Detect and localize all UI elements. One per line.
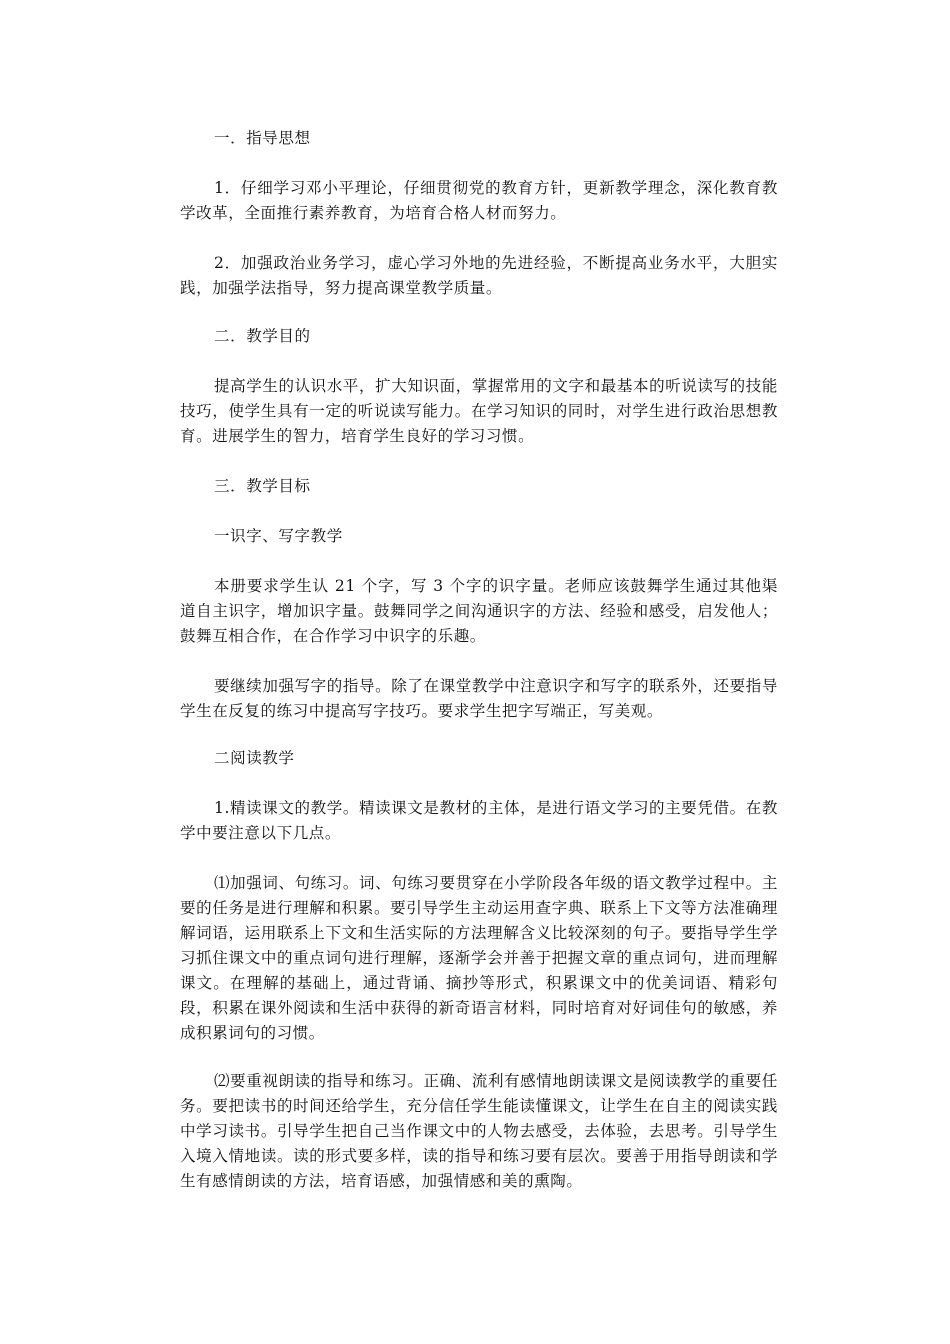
subheading-literacy-writing: 一识字、写字教学 — [214, 527, 343, 545]
paragraph-3: 提高学生的认识水平，扩大知识面，掌握常用的文字和最基本的听说读写的技能技巧，使学生具有一定的听说读写能力。在学习知识的同时，对学生进行政治思想教育。进展学生的智力，培育学生良好的学习习惯。 — [180, 377, 778, 445]
section-heading-teaching-goals: 三．教学目标 — [214, 477, 311, 495]
paragraph-7: ⑴加强词、句练习。词、句练习要贯穿在小学阶段各年级的语文教学过程中。主要的任务是进行理解和积累。要引导学生主动运用查字典、联系上下文等方法准确理解词语，运用联系上下文和生活实际的方法理解含义比较深刻的句子。要指导学生学习抓住课文中的重点词句进行理解，逐渐学会并善于把握文章的重点词句，进而理解课文。在理解的基础上，通过背诵、摘抄等形式，积累课文中的优美词语、精彩句段，积累在课外阅读和生活中获得的新奇语言材料，同时培育对好词佳句的敏感，养成积累词句的习惯。 — [180, 874, 778, 1042]
paragraph-1: 1．仔细学习邓小平理论，仔细贯彻党的教育方针，更新教学理念，深化教育教学改革，全面推行素养教育，为培育合格人材而努力。 — [180, 179, 778, 222]
paragraph-4: 本册要求学生认 21 个字，写 3 个字的识字量。老师应该鼓舞学生通过其他渠道自主识字，增加识字量。鼓舞同学之间沟通识字的方法、经验和感受，启发他人；鼓舞互相合作，在合作学习中识字的乐趣。 — [180, 577, 778, 645]
paragraph-5: 要继续加强写字的指导。除了在课堂教学中注意识字和写字的联系外，还要指导学生在反复的练习中提高写字技巧。要求学生把字写端正，写美观。 — [180, 677, 778, 720]
paragraph-8: ⑵要重视朗读的指导和练习。正确、流利有感情地朗读课文是阅读教学的重要任务。要把读书的时间还给学生，充分信任学生能读懂课文，让学生在自主的阅读实践中学习读书。引导学生把自己当作课文中的人物去感受，去体验，去思考。引导学生入境入情地读。读的形式要多样，读的指导和练习要有层次。要善于用指导朗读和学生有感情朗读的方法，培育语感，加强情感和美的熏陶。 — [180, 1072, 778, 1190]
section-heading-teaching-purpose: 二．教学目的 — [214, 327, 311, 345]
subheading-reading: 二阅读教学 — [214, 749, 295, 767]
paragraph-6: 1.精读课文的教学。精读课文是教材的主体，是进行语文学习的主要凭借。在教学中要注意以下几点。 — [180, 799, 778, 842]
section-heading-guiding-ideology: 一．指导思想 — [214, 129, 311, 147]
paragraph-2: 2．加强政治业务学习，虚心学习外地的先进经验，不断提高业务水平，大胆实践，加强学法指导，努力提高课堂教学质量。 — [180, 254, 778, 297]
